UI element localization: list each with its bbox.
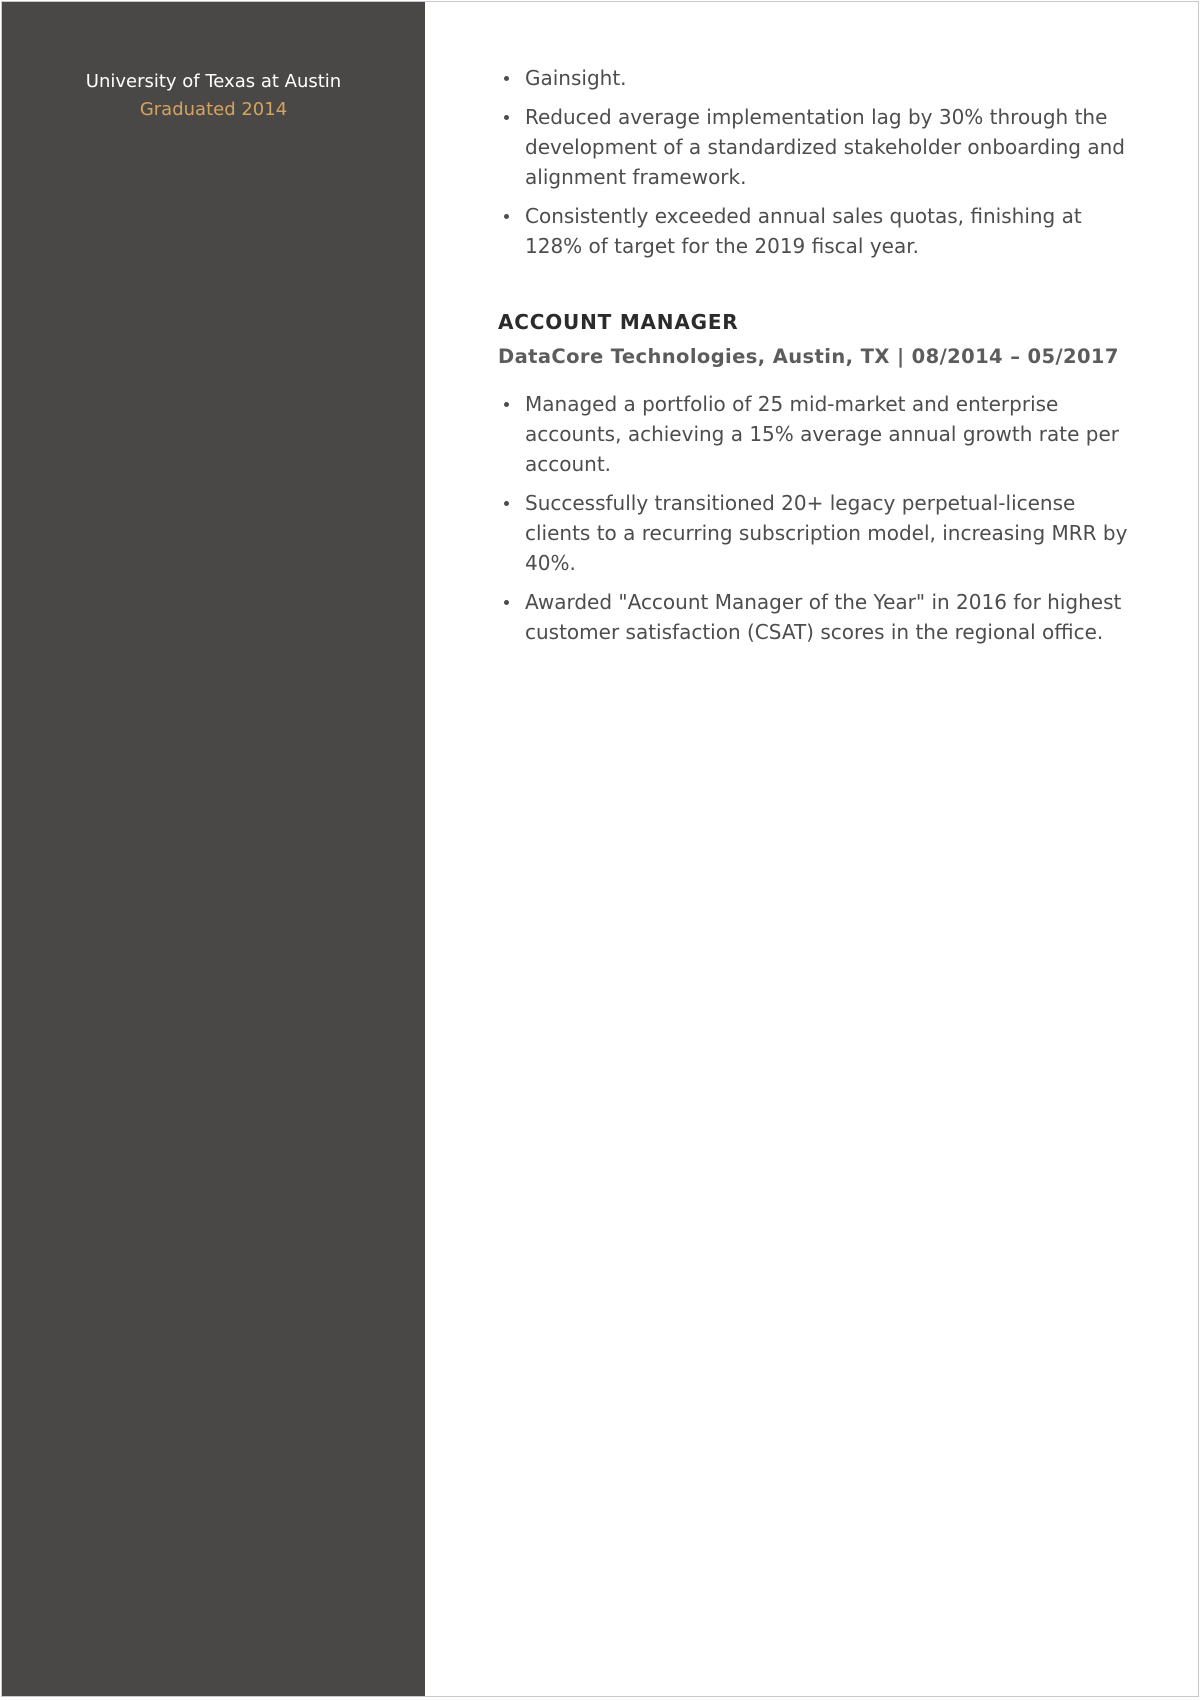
education-school: University of Texas at Austin [85, 71, 342, 92]
bullet-item: Awarded "Account Manager of the Year" in 2016 for highest customer satisfaction (CSAT) scores in the regional office. [525, 587, 1128, 647]
sidebar [2, 2, 425, 1696]
bullet-item: Managed a portfolio of 25 mid-market and enterprise accounts, achieving a 15% average annual growth rate per account. [525, 389, 1128, 479]
job-title: ACCOUNT MANAGER [498, 310, 739, 334]
main-content [425, 2, 1198, 1696]
education-graduation-year: Graduated 2014 [139, 99, 288, 120]
previous-job-bullets [498, 63, 1128, 261]
bullet-item: Reduced average implementation lag by 30% through the development of a standardized stakeholder onboarding and alignment framework. [525, 102, 1128, 192]
job-company-dates: DataCore Technologies, Austin, TX | 08/2014 – 05/2017 [498, 345, 1119, 368]
job-bullets [498, 389, 1128, 647]
resume-page [1, 1, 1199, 1697]
education-entry [2, 68, 425, 124]
bullet-item: Consistently exceeded annual sales quotas, finishing at 128% of target for the 2019 fiscal year. [525, 201, 1128, 261]
bullet-item: Gainsight. [525, 63, 1128, 93]
bullet-item: Successfully transitioned 20+ legacy perpetual-license clients to a recurring subscription model, increasing MRR by 40%. [525, 488, 1128, 578]
